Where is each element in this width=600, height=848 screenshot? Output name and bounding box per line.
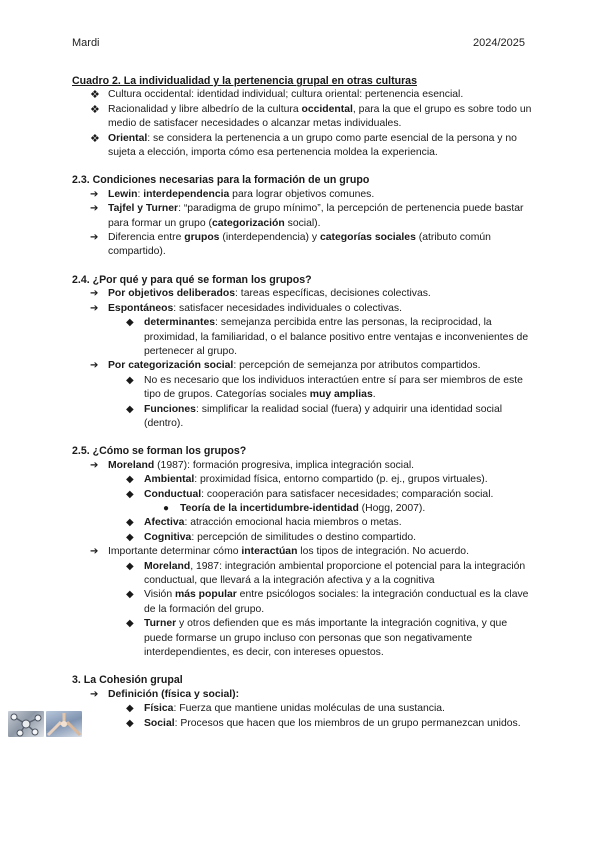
list-item: ◆ Visión más popular entre psicólogos sociales: la integración conductual es la clave de la formación del grupo.	[126, 589, 529, 615]
list-item: ➔ Por categorización social: percepción de semejanza por atributos compartidos.	[72, 359, 532, 373]
diamond-bullet-icon: ◆	[126, 517, 134, 529]
diamond-bullet-icon: ◆	[126, 474, 134, 486]
list-item: ● Teoría de la incertidumbre-identidad (Hogg, 2007).	[72, 502, 532, 516]
list-item: ◆ Moreland, 1987: integración ambiental proporcione el potencial para la integración conductual, que llevará a la integración afectiva y a la cognitiva	[126, 560, 526, 586]
list-item: ◆ Social: Procesos que hacen que los miembros de un grupo permanezcan unidos.	[72, 717, 532, 731]
star-bullet-icon: ❖	[90, 132, 100, 145]
list-item: ➔ Lewin: interdependencia para lograr objetivos comunes.	[72, 188, 532, 202]
arrow-bullet-icon: ➔	[90, 360, 99, 372]
arrow-bullet-icon: ➔	[90, 302, 99, 314]
section-title-3: 3. La Cohesión grupal	[72, 674, 183, 687]
document-body	[72, 74, 532, 731]
header-left: Mardi	[72, 37, 100, 49]
list-item: ➔ Diferencia entre grupos (interdependencia) y categorías sociales (atributo común compartido).	[90, 232, 491, 258]
list-item: ◆ determinantes: semejanza percibida entre las personas, la reciprocidad, la proximidad, la familiaridad, o el balance positivo entre ventajas e inconvenientes de pertenecer al grupo.	[126, 317, 529, 357]
list-item: ➔ Importante determinar cómo interactúan los tipos de integración. No acuerdo.	[72, 545, 532, 559]
group-hands-image	[46, 711, 82, 737]
section-title-2-3: 2.3. Condiciones necesarias para la formación de un grupo	[72, 174, 370, 187]
diamond-bullet-icon: ◆	[126, 717, 134, 729]
list-item: ➔ Tajfel y Turner: “paradigma de grupo mínimo”, la percepción de pertenencia puede bastar para formar un grupo (categorización social).	[90, 203, 524, 229]
section-title-2-5: 2.5. ¿Cómo se forman los grupos?	[72, 445, 247, 458]
illustration-images	[8, 711, 84, 737]
arrow-bullet-icon: ➔	[90, 203, 99, 215]
section-title-2-4: 2.4. ¿Por qué y para qué se forman los grupos?	[72, 273, 312, 286]
arrow-bullet-icon: ➔	[90, 288, 99, 300]
list-item: ◆ No es necesario que los individuos interactúen entre sí para ser miembros de este tipo de grupos. Categorías sociales muy amplias.	[126, 374, 523, 401]
diamond-bullet-icon: ◆	[126, 531, 134, 543]
section-title-cuadro-2: Cuadro 2. La individualidad y la pertenencia grupal en otras culturas	[72, 75, 417, 87]
arrow-bullet-icon: ➔	[90, 459, 99, 471]
list-item: ◆ Física: Fuerza que mantiene unidas moléculas de una sustancia.	[72, 702, 532, 716]
arrow-bullet-icon: ➔	[90, 546, 99, 558]
diamond-bullet-icon: ◆	[126, 403, 134, 415]
list-item: ❖ Racionalidad y libre albedrío de la cultura occidental, para la que el grupo es sobre todo un medio de satisfacer necesidades o alcanzar metas individuales.	[90, 103, 532, 130]
arrow-bullet-icon: ➔	[90, 232, 99, 244]
list-item: ◆ Ambiental: proximidad física, entorno compartido (p. ej., grupos virtuales).	[72, 473, 532, 487]
diamond-bullet-icon: ◆	[126, 374, 134, 386]
list-item: ◆ Funciones: simplificar la realidad social (fuera) y adquirir una identidad social (dentro).	[126, 403, 503, 429]
list-item: ◆ Cognitiva: percepción de similitudes o destino compartido.	[72, 531, 532, 545]
diamond-bullet-icon: ◆	[126, 317, 134, 329]
list-item: ❖ Cultura occidental: identidad individual; cultura oriental: pertenencia esencial.	[90, 89, 464, 102]
arrow-bullet-icon: ➔	[90, 188, 99, 200]
molecule-image	[8, 711, 44, 737]
dot-bullet-icon: ●	[163, 502, 170, 514]
list-item: ➔ Moreland (1987): formación progresiva, implica integración social.	[72, 459, 532, 473]
arrow-bullet-icon: ➔	[90, 688, 99, 700]
list-item: ➔ Espontáneos: satisfacer necesidades individuales o colectivas.	[72, 302, 532, 316]
header-right: 2024/2025	[473, 37, 525, 49]
star-bullet-icon: ❖	[90, 103, 100, 116]
list-item: ❖ Oriental: se considera la pertenencia a un grupo como parte esencial de la persona y no sujeta a elección, importa cómo esa pertenencia moldea la experiencia.	[90, 132, 517, 159]
diamond-bullet-icon: ◆	[126, 488, 134, 500]
list-item: ◆ Afectiva: atracción emocional hacia miembros o metas.	[72, 516, 532, 530]
list-item: ◆ Turner y otros defienden que es más importante la integración cognitiva, y que puede formarse un grupo incluso con personas que son negativamente interdependientes, es decir, con intereses opuestos.	[126, 618, 508, 659]
list-item: ➔ Por objetivos deliberados: tareas específicas, decisiones colectivas.	[72, 287, 532, 301]
list-item: ◆ Conductual: cooperación para satisfacer necesidades; comparación social.	[72, 488, 532, 502]
star-bullet-icon: ❖	[90, 89, 100, 102]
diamond-bullet-icon: ◆	[126, 703, 134, 715]
diamond-bullet-icon: ◆	[126, 560, 134, 572]
diamond-bullet-icon: ◆	[126, 618, 134, 630]
list-item: ➔ Definición (física y social):	[72, 688, 532, 702]
diamond-bullet-icon: ◆	[126, 589, 134, 601]
